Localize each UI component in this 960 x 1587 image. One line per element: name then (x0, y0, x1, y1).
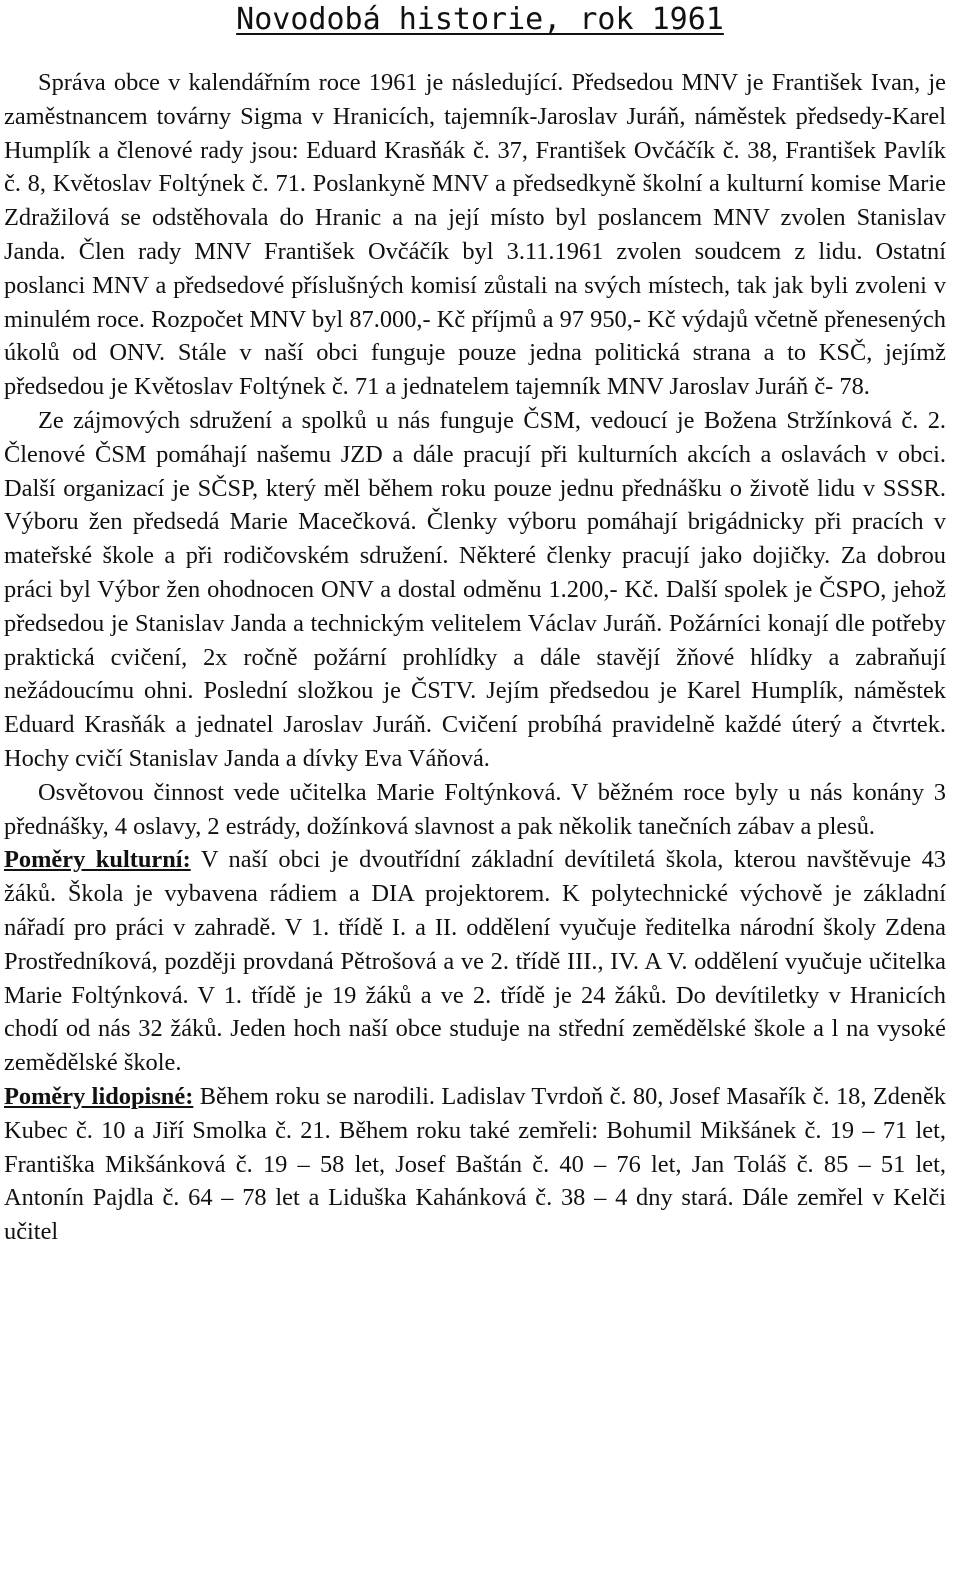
paragraph-population-records (4, 1080, 946, 1249)
paragraph-administration: Správa obce v kalendářním roce 1961 je následující. Předsedou MNV je František Ivan, je zaměstnancem továrny Sigma v Hranicích, tajemník-Jaroslav Juráň, náměstek předsedy-Karel Humplík a členové rady jsou: Eduard Krasňák č. 37, František Ovčáčík č. 38, František Pavlík č. 8, Květoslav Foltýnek č. 71. Poslankyně MNV a předsedkyně školní a kulturní komise Marie Zdražilová se odstěhovala do Hranic a na její místo byl poslancem MNV zvolen Stanislav Janda. Člen rady MNV František Ovčáčík byl 3.11.1961 zvolen soudcem z lidu. Ostatní poslanci MNV a předsedové příslušných komisí zůstali na svých místech, tak jak byli zvoleni v minulém roce. Rozpočet MNV byl 87.000,- Kč příjmů a 97 950,- Kč výdajů včetně přenesených úkolů od ONV. Stále v naší obci funguje pouze jedna politická strana a to KSČ, jejímž předsedou je Květoslav Foltýnek č. 71 a jednatelem tajemník MNV Jaroslav Juráň č- 78. (4, 69, 946, 401)
paragraph-population-text: Během roku se narodili. Ladislav Tvrdoň č. 80, Josef Masařík č. 18, Zdeněk Kubec č. 10 a Jiří Smolka č. 21. Během roku také zemřeli: Bohumil Mikšánek č. 19 – 71 let, Františka Mikšánková č. 19 – 58 let, Josef Baštán č. 40 – 76 let, Jan Toláš č. 85 – 51 let, Antonín Pajdla č. 64 – 78 let a Liduška Kahánková č. 38 – 4 dny stará. Dále zemřel v Kelči učitel (4, 1082, 947, 1246)
paragraph-education-activity: Osvětovou činnost vede učitelka Marie Foltýnková. V běžném roce byly u nás konány 3 přednášky, 4 oslavy, 2 estrády, dožínková slavnost a pak několik tanečních zábav a plesů. (4, 778, 946, 840)
paragraph-cultural-conditions (4, 843, 946, 1080)
document-body (4, 66, 946, 1249)
section-heading-population: Poměry lidopisné: (4, 1082, 194, 1110)
paragraph-associations: Ze zájmových sdružení a spolků u nás funguje ČSM, vedoucí je Božena Stržínková č. 2. Členové ČSM pomáhají našemu JZD a dále pracují při kulturních akcích a oslavách v obci. Další organizací je SČSP, který měl během roku pouze jednu přednášku o životě lidu v SSSR. Výboru žen předsedá Marie Macečková. Členky výboru pomáhají brigádnicky při pracích v mateřské škole a při rodičovském sdružení. Některé členky pracují jako dojičky. Za dobrou práci byl Výbor žen ohodnocen ONV a dostal odměnu 1.200,- Kč. Další spolek je ČSPO, jehož předsedou je Stanislav Janda a technickým velitelem Václav Juráň. Požárníci konají dle potřeby praktická cvičení, 2x ročně požární prohlídky a dále stavějí žňové hlídky a zabraňují nežádoucímu ohni. Poslední složkou je ČSTV. Jejím předsedou je Karel Humplík, náměstek Eduard Krasňák a jednatel Jaroslav Juráň. Cvičení probíhá pravidelně každé úterý a čtvrtek. Hochy cvičí Stanislav Janda a dívky Eva Váňová. (4, 406, 946, 772)
section-heading-cultural: Poměry kulturní: (4, 846, 191, 874)
page-title: Novodobá historie, rok 1961 (236, 2, 724, 37)
paragraph-cultural-text: V naší obci je dvoutřídní základní devítiletá škola, kterou navštěvuje 43 žáků. Škola je vybavena rádiem a DIA projektorem. K polytechnické výchově je základní nářadí pro práci v zahradě. V 1. třídě I. a II. oddělení vyučuje ředitelka národní školy Zdena Prostředníková, později provdaná Pětrošová a ve 2. třídě III., IV. A V. oddělení vyučuje učitelka Marie Foltýnková. V 1. třídě je 19 žáků a ve 2. třídě je 24 žáků. Do devítiletky v Hranicích chodí od nás 32 žáků. Jeden hoch naší obce studuje na střední zemědělské škole a l na vysoké zemědělské škole. (4, 846, 946, 1077)
